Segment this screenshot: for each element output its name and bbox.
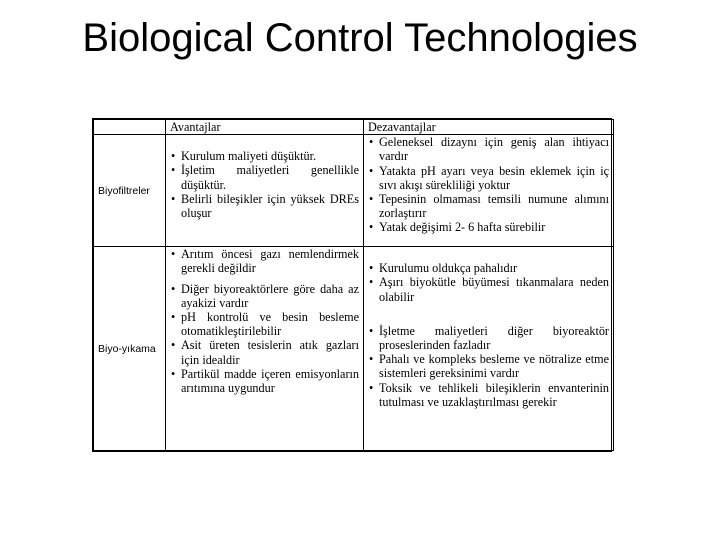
list-item: • Kurulum maliyeti düşüktür. — [170, 149, 359, 163]
list-item: • Yatakta pH ayarı veya besin eklemek için iç sıvı akışı sürekliliği yoktur — [368, 164, 609, 192]
list-item: • pH kontrolü ve besin besleme otomatikleştirilebilir — [170, 310, 359, 338]
table-row — [94, 135, 614, 247]
advantages-list — [170, 247, 359, 395]
list-item: • Arıtım öncesi gazı nemlendirmek gerekli değildir — [170, 247, 359, 275]
comparison-table — [92, 118, 612, 452]
disadvantages-cell — [364, 135, 614, 247]
list-item: • Yatak değişimi 2- 6 hafta sürebilir — [368, 220, 609, 234]
row-label-biyo-yikama: Biyo-yıkama — [94, 247, 166, 451]
list-item: • İşletim maliyetleri genellikle düşüktür. — [170, 163, 359, 191]
advantages-cell — [166, 247, 364, 451]
list-item: • Pahalı ve kompleks besleme ve nötralize etme sistemleri gereksinimi vardır — [368, 352, 609, 380]
header-empty — [94, 120, 166, 135]
header-disadvantages: Dezavantajlar — [364, 120, 614, 135]
advantages-list — [170, 149, 359, 220]
disadvantages-cell — [364, 247, 614, 451]
list-item: • Belirli bileşikler için yüksek DREs oluşur — [170, 192, 359, 220]
table-header-row — [94, 120, 614, 135]
advantages-cell — [166, 135, 364, 247]
disadvantages-list — [368, 135, 609, 234]
list-item: • İşletme maliyetleri diğer biyoreaktör proseslerinden fazladır — [368, 324, 609, 352]
list-item: • Diğer biyoreaktörlere göre daha az ayakizi vardır — [170, 282, 359, 310]
header-advantages: Avantajlar — [166, 120, 364, 135]
disadvantages-list — [368, 261, 609, 409]
list-item: • Tepesinin olmaması temsili numune alımını zorlaştırır — [368, 192, 609, 220]
list-item: • Partikül madde içeren emisyonların arıtımına uygundur — [170, 367, 359, 395]
list-item: • Asit üreten tesislerin atık gazları için idealdir — [170, 338, 359, 366]
comparison-table-grid — [93, 119, 614, 451]
page-title: Biological Control Technologies — [82, 16, 638, 60]
list-item: • Toksik ve tehlikeli bileşiklerin envanterinin tutulması ve uzaklaştırılması gerekir — [368, 381, 609, 409]
list-item: • Kurulumu oldukça pahalıdır — [368, 261, 609, 275]
row-label-biyofiltreler: Biyofiltreler — [94, 135, 166, 247]
list-item: • Geleneksel dizaynı için geniş alan ihtiyacı vardır — [368, 135, 609, 163]
list-item: • Aşırı biyokütle büyümesi tıkanmalara neden olabilir — [368, 275, 609, 303]
table-row — [94, 247, 614, 451]
